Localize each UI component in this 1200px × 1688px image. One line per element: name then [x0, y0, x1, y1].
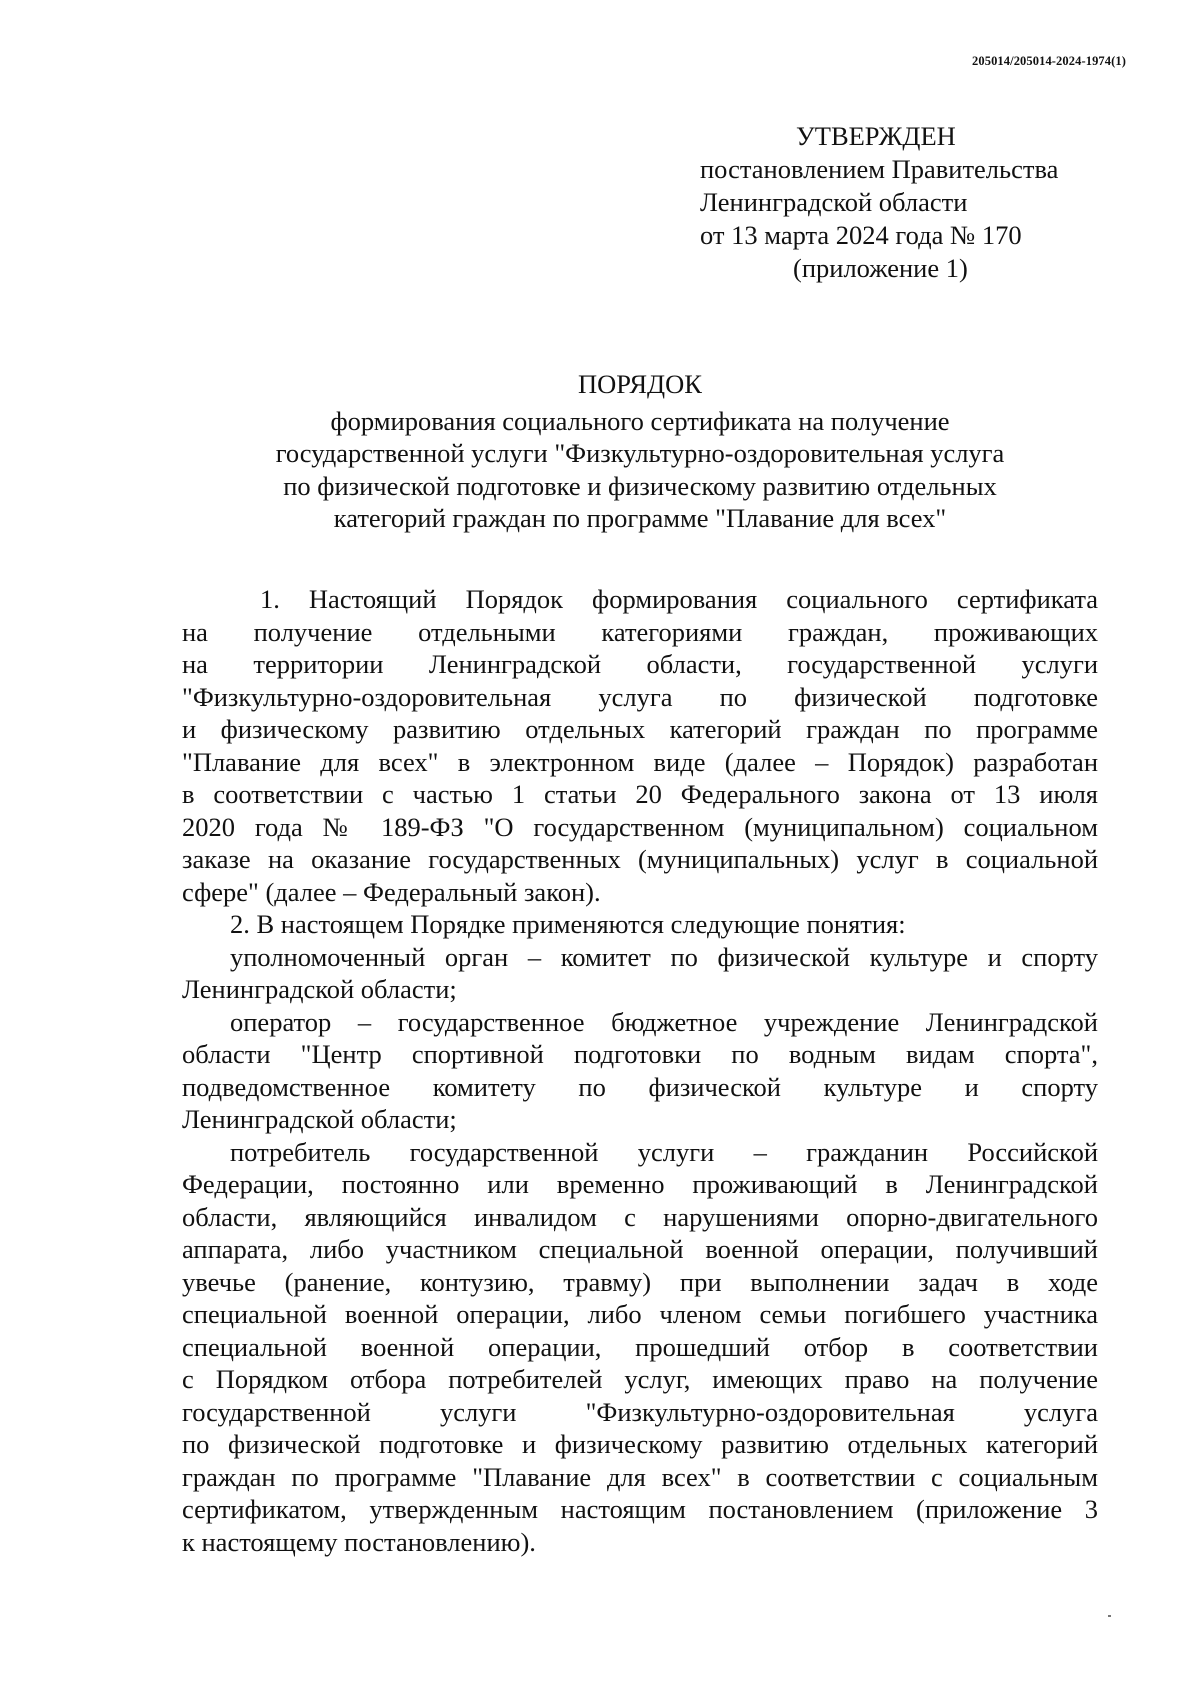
paragraph-line: Ленинградской области; — [182, 974, 457, 1004]
paragraph-4 — [182, 1006, 1098, 1136]
paragraph-line: граждан по программе "Плавание для всех" в соответствии с социальным — [182, 1461, 1098, 1492]
paragraph-line: в соответствии с частью 1 статьи 20 Федерального закона от 13 июля — [182, 779, 1098, 809]
paragraph-line: с Порядком отбора потребителей услуг, имеющих право на получение — [182, 1364, 1098, 1394]
paragraph-line: области, являющийся инвалидом с нарушениями опорно-двигательного — [182, 1201, 1098, 1232]
paragraph-line: сертификатом, утвержденным настоящим постановлением (приложение 3 — [182, 1494, 1098, 1524]
paragraph-line: на получение отдельными категориями граждан, проживающих — [182, 616, 1098, 647]
document-body — [182, 583, 1098, 1558]
approval-stamp-block — [700, 120, 1080, 285]
paragraph-line: специальной военной операции, прошедший отбор в соответствии — [182, 1331, 1098, 1362]
paragraph-line: аппарата, либо участником специальной военной операции, получивший — [182, 1234, 1098, 1264]
paragraph-line: уполномоченный орган – комитет по физической культуре и спорту — [230, 941, 1098, 972]
paragraph-line: потребитель государственной услуги – гражданин Российской — [230, 1136, 1098, 1167]
paragraph-line: по физической подготовке и физическому развитию отдельных категорий — [182, 1429, 1098, 1459]
approval-line-4: от 13 марта 2024 года № 170 — [700, 220, 1022, 250]
paragraph-2: 2. В настоящем Порядке применяются следующие понятия: — [230, 909, 906, 939]
paragraph-line: области "Центр спортивной подготовки по водным видам спорта", — [182, 1039, 1098, 1069]
title-line: формирования социального сертификата на получение — [330, 405, 950, 436]
paragraph-line: сфере" (далее – Федеральный закон). — [182, 876, 601, 907]
paragraph-line: Федерации, постоянно или временно проживающий в Ленинградской — [182, 1169, 1098, 1199]
approval-line-2: постановлением Правительства — [700, 154, 1059, 184]
paragraph-line: подведомственное комитету по физической культуре и спорту — [182, 1071, 1098, 1102]
paragraph-line: "Плавание для всех" в электронном виде (далее – Порядок) разработан — [182, 746, 1098, 777]
title-line: по физической подготовке и физическому развитию отдельных — [283, 470, 997, 501]
paragraph-line: увечье (ранение, контузию, травму) при выполнении задач в ходе — [182, 1266, 1098, 1297]
paragraph-1 — [182, 583, 1098, 908]
paragraph-line: оператор – государственное бюджетное учреждение Ленинградской — [230, 1006, 1098, 1037]
paragraph-line: специальной военной операции, либо членом семьи погибшего участника — [182, 1299, 1098, 1329]
title-line: государственной услуги "Физкультурно-оздоровительная услуга — [275, 438, 1005, 468]
approval-heading: УТВЕРЖДЕН — [796, 121, 956, 151]
scan-speck — [1108, 1615, 1111, 1617]
paragraph-3 — [182, 941, 1098, 1006]
title-line: категорий граждан по программе "Плавание для всех" — [333, 503, 947, 533]
document-title-block — [180, 368, 1100, 535]
document-heading: ПОРЯДОК — [578, 369, 702, 399]
paragraph-line: государственной услуги "Физкультурно-оздоровительная услуга — [182, 1396, 1098, 1427]
paragraph-line: "Физкультурно-оздоровительная услуга по физической подготовке — [182, 681, 1098, 712]
paragraph-5 — [182, 1136, 1098, 1559]
paragraph-line: 1. Настоящий Порядок формирования социального сертификата — [260, 584, 1098, 614]
paragraph-line: заказе на оказание государственных (муниципальных) услуг в социальной — [182, 844, 1098, 874]
paragraph-line: на территории Ленинградской области, государственной услуги — [182, 649, 1098, 679]
paragraph-line: к настоящему постановлению). — [182, 1526, 536, 1557]
paragraph-line: и физическому развитию отдельных категорий граждан по программе — [182, 714, 1098, 744]
paragraph-line: Ленинградской области; — [182, 1104, 457, 1134]
paragraph-line: 2020 года № 189-ФЗ "О государственном (муниципальном) социальном — [182, 811, 1098, 842]
document-id: 205014/205014-2024-1974(1) — [972, 54, 1126, 68]
approval-line-5: (приложение 1) — [793, 253, 968, 283]
approval-line-3: Ленинградской области — [700, 187, 968, 217]
